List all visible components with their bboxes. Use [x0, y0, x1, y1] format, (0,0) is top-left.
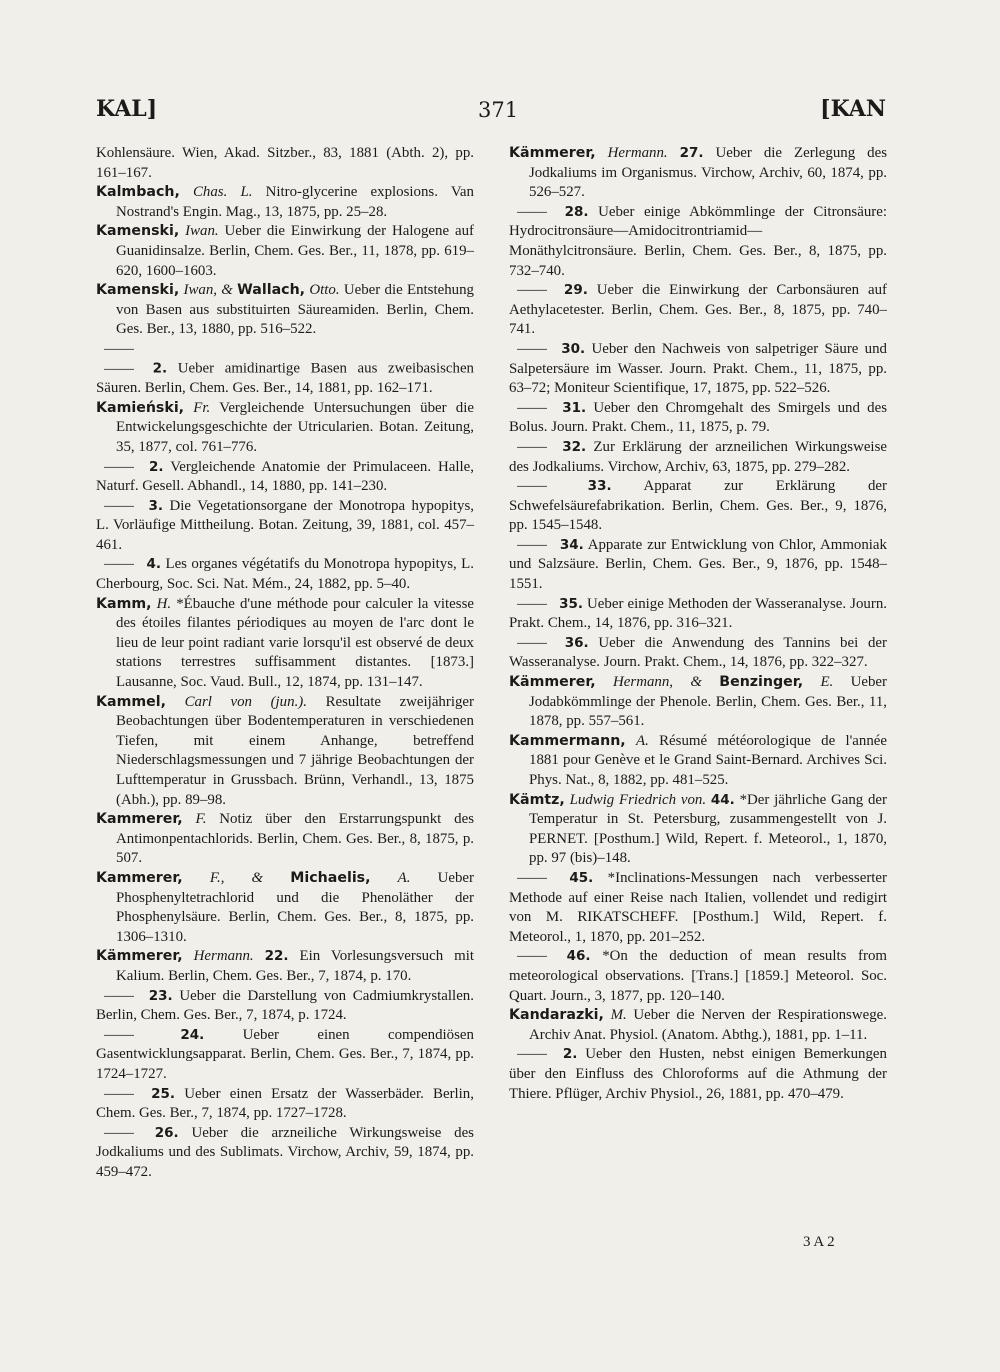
catalogue-entry [96, 1085, 474, 1124]
entry-text: Les organes végétatifs du Monotropa hypopitys, L. Cherbourg, Soc. Sci. Nat. Mém., 24, 1882, pp. 5–40. [96, 556, 474, 593]
catalogue-entry [509, 869, 887, 947]
entry-text: Ueber amidinartige Basen aus zweibasischen Säuren. Berlin, Chem. Ges. Ber., 14, 1881, pp. 162–171. [96, 360, 474, 397]
paper-number: 31. [562, 399, 587, 416]
ditto-dash: —— [104, 458, 134, 475]
ditto-dash: —— [517, 948, 547, 965]
entry-text: Die Vegetationsorgane der Monotropa hypopitys, L. Vorläufige Mittheilung. Botan. Zeitung, 39, 1881, col. 457–461. [96, 497, 474, 553]
paper-number: 35. [559, 595, 583, 612]
ditto-dash: —— [517, 282, 547, 299]
ditto-dash: —— [104, 1124, 134, 1141]
catalogue-entry [509, 595, 887, 634]
entry-text: *On the deduction of mean results from meteorological observations. [Trans.] [1859.] Meteorol. Soc. Quart. Journ., 3, 1877, pp. 120–140. [509, 948, 887, 1004]
catalogue-entry [96, 987, 474, 1026]
paper-number: 2. [148, 458, 164, 475]
ditto-dash: —— [104, 497, 134, 514]
entry-text: *Inclinations-Messungen nach verbesserter Methode auf einer Reise nach Italien, vollendet und redigirt von M. RIKATSCHEFF. [Posthum.] Wild, Repert. f. Meteorol., 1, 1870, pp. 201–252. [509, 869, 887, 945]
author-surname: Kammermann, [509, 732, 626, 749]
ditto-dash: —— [517, 536, 547, 553]
author-surname: Kamm, [96, 595, 152, 612]
entry-text: Ueber die Nerven der Respirationswege. Archiv Anat. Physiol. (Anatom. Abthg.), 1881, pp. 1–11. [529, 1007, 887, 1043]
catalogue-entry [96, 458, 474, 497]
signature-mark: 3 A 2 [803, 1234, 835, 1250]
page-number: 371 [478, 98, 519, 122]
author-forename: A. [636, 732, 649, 749]
entry-text: Ueber Jodabkömmlinge der Phenole. Berlin, Chem. Ges. Ber., 11, 1878, pp. 557–561. [529, 674, 888, 730]
ditto-dash: —— [104, 1085, 134, 1102]
author-forename: Iwan, & [183, 282, 233, 299]
catalogue-entry [96, 869, 474, 947]
author-forename: Ludwig Friedrich von. [569, 791, 707, 808]
catalogue-entry [96, 1124, 474, 1183]
left-column [96, 144, 474, 1182]
paper-number: 28. [564, 203, 589, 220]
paper-number: 26. [154, 1124, 179, 1141]
catalogue-entry [96, 555, 474, 594]
ditto-dash: —— [517, 1046, 547, 1063]
catalogue-entry [509, 203, 887, 281]
author-forename: Carl von (jun.). [184, 693, 307, 710]
entry-text: Ein Vorlesungsversuch mit Kalium. Berlin, Chem. Ges. Ber., 7, 1874, p. 170. [116, 948, 474, 984]
paper-number: 3. [148, 497, 164, 514]
catalogue-entry [509, 732, 887, 791]
paper-number: 2. [562, 1046, 578, 1063]
author-surname: Kamenski, [96, 282, 180, 299]
ditto-dash: —— [104, 987, 134, 1004]
paper-number: 32. [562, 438, 587, 455]
entry-text: Notiz über den Erstarrungspunkt des Antimonpentachlorids. Berlin, Chem. Ges. Ber., 8, 1875, p. 507. [116, 811, 474, 867]
entry-text: Zur Erklärung der arzneilichen Wirkungsweise des Jodkaliums. Virchow, Archiv, 63, 1875, pp. 279–282. [509, 438, 887, 475]
catalogue-entry [96, 399, 474, 458]
ditto-dash: —— [517, 869, 547, 886]
author-surname: Kandarazki, [509, 1007, 604, 1024]
paper-number: 44. [710, 791, 735, 808]
coauthor-surname: Wallach, [237, 282, 306, 299]
author-forename: M. [610, 1007, 627, 1024]
author-forename: Chas. L. [192, 184, 253, 201]
author-forename: F., & [209, 869, 264, 886]
entry-text: Apparate zur Entwicklung von Chlor, Ammoniak und Salzsäure. Berlin, Chem. Ges. Ber., 9, 1876, pp. 1548–1551. [509, 536, 887, 593]
entry-text: Ueber die Zerlegung des Jodkaliums im Organismus. Virchow, Archiv, 60, 1874, pp. 526–527. [529, 145, 887, 201]
entry-text: Nitro-glycerine explosions. Van Nostrand's Engin. Mag., 13, 1875, pp. 25–28. [116, 184, 474, 220]
ditto-dash: —— [104, 556, 134, 573]
catalogue-entry [509, 399, 887, 438]
catalogue-entry [509, 340, 887, 399]
paper-number: 24. [180, 1026, 205, 1043]
author-surname: Kammerer, [96, 811, 183, 828]
ditto-dash: —— [517, 203, 547, 220]
paper-number: 34. [559, 536, 584, 553]
paper-number: 23. [148, 987, 173, 1004]
catalogue-entry [96, 281, 474, 340]
catalogue-entry [96, 810, 474, 869]
entry-text: Resultate zweijähriger Beobachtungen über Bodentemperaturen in verschiedenen Tiefen, mit einem Anhange, betreffend Niederschlagsmessungen und 7 jährige Beobachtungen der Lufttemperatur in Grussbach. Brünn, Verhandl., 13, 1875 (Abh.), pp. 89–98. [116, 693, 474, 808]
catalogue-entry [509, 1006, 887, 1045]
ditto-dash: —— [104, 1026, 134, 1043]
entry-text: Ueber die Einwirkung der Carbonsäuren auf Aethylacetester. Berlin, Chem. Ges. Ber., 8, 1875, pp. 740–741. [509, 282, 887, 338]
catalogue-entry [96, 222, 474, 281]
ditto-dash: —— —— [104, 340, 134, 377]
catalogue-entry [96, 144, 474, 183]
entry-text: Ueber die Entstehung von Basen aus substituirten Säureamiden. Berlin, Chem. Ges. Ber., 13, 1880, pp. 516–522. [116, 282, 474, 338]
author-surname: Kamenski, [96, 223, 180, 240]
coauthor-forename: Otto. [309, 282, 340, 299]
entry-text: Kohlensäure. Wien, Akad. Sitzber., 83, 1881 (Abth. 2), pp. 161–167. [96, 145, 474, 181]
author-surname: Kämtz, [509, 791, 565, 808]
ditto-dash: —— [517, 478, 547, 495]
catalogue-entry [96, 340, 474, 399]
catalogue-entry [509, 634, 887, 673]
entry-text: Ueber einen compendiösen Gasentwicklungsapparat. Berlin, Chem. Ges. Ber., 7, 1874, pp. 1724–1727. [96, 1026, 474, 1082]
catalogue-entry [96, 595, 474, 693]
author-surname: Kämmerer, [509, 674, 596, 691]
author-forename: Hermann. [607, 145, 668, 161]
paper-number: 22. [264, 948, 289, 965]
paper-number: 45. [569, 869, 594, 886]
entry-text: Ueber die Anwendung des Tannins bei der Wasseranalyse. Journ. Prakt. Chem., 14, 1876, pp. 322–327. [509, 634, 887, 671]
coauthor-surname: Michaelis, [290, 869, 371, 886]
paper-number: 4. [146, 556, 161, 573]
right-column [509, 144, 887, 1104]
catalogue-entry [509, 477, 887, 536]
entry-text: Ueber Phosphenyltetrachlorid und die Phenoläther der Phosphenylsäure. Berlin, Chem. Ges. Ber., 8, 1875, pp. 1306–1310. [116, 869, 474, 945]
entry-text: Vergleichende Untersuchungen über die Entwickelungsgeschichte der Utricularien. Botan. Zeitung, 35, 1877, col. 761–776. [116, 399, 474, 455]
catalogue-entry [96, 947, 474, 986]
author-forename: H. [156, 595, 172, 612]
ditto-dash: —— [517, 438, 547, 455]
entry-text: Ueber den Chromgehalt des Smirgels und des Bolus. Journ. Prakt. Chem., 11, 1875, p. 79. [509, 399, 887, 436]
entry-text: Ueber die Darstellung von Cadmiumkrystallen. Berlin, Chem. Ges. Ber., 7, 1874, p. 1724. [96, 987, 474, 1024]
catalogue-entry [96, 693, 474, 811]
catalogue-entry [509, 1045, 887, 1104]
paper-number: 27. [679, 145, 704, 161]
author-forename: F. [195, 811, 207, 828]
catalogue-entry [509, 438, 887, 477]
running-head-right: [KAN [820, 96, 886, 122]
catalogue-entry [509, 144, 887, 203]
entry-text: *Der jährliche Gang der Temperatur in St. Petersburg, zusammengestellt von J. PERNET. [Posthum.] Wild, Repert. f. Meteorol., 1, 1870, pp. 97 (bis)–148. [529, 791, 887, 867]
ditto-dash: —— [517, 634, 547, 651]
catalogue-entry [509, 281, 887, 340]
entry-text: Apparat zur Erklärung der Schwefelsäurefabrikation. Berlin, Chem. Ges. Ber., 9, 1876, pp. 1545–1548. [509, 478, 887, 534]
catalogue-entry [509, 536, 887, 595]
catalogue-entry [509, 947, 887, 1006]
entry-text: Ueber den Nachweis von salpetriger Säure und Salpetersäure im Wasser. Journ. Prakt. Chem., 11, 1875, pp. 63–72; Moniteur Scientifique, 17, 1875, pp. 522–526. [509, 340, 887, 397]
paper-number: 30. [561, 340, 586, 357]
ditto-dash: —— [517, 595, 547, 612]
ditto-dash: —— [517, 399, 547, 416]
entry-text: Ueber einige Abkömmlinge der Citronsäure: Hydrocitronsäure—Amidocitrontriamid—Monäthylcitronsäure. Berlin, Chem. Ges. Ber., 8, 1875, pp. 732–740. [509, 203, 887, 279]
author-surname: Kämmerer, [96, 948, 183, 965]
entry-text: Ueber den Husten, nebst einigen Bemerkungen über den Einfluss des Chloroforms auf die Athmung der Thiere. Pflüger, Archiv Physiol., 26, 1881, pp. 470–479. [509, 1046, 887, 1102]
author-surname: Kamieński, [96, 399, 185, 416]
entry-text: Ueber die Einwirkung der Halogene auf Guanidinsalze. Berlin, Chem. Ges. Ber., 11, 1878, pp. 619–620, 1600–1603. [116, 223, 474, 279]
paper-number: 29. [563, 282, 588, 299]
ditto-dash: —— [517, 340, 547, 357]
running-head-left: KAL] [96, 96, 158, 122]
entry-text: Résumé météorologique de l'année 1881 pour Genève et le Grand Saint-Bernard. Archives Sci. Phys. Nat., 8, 1882, pp. 481–525. [529, 732, 887, 788]
author-surname: Kammerer, [96, 869, 183, 886]
coauthor-forename: E. [820, 674, 834, 691]
paper-number: 25. [151, 1085, 176, 1102]
paper-number: 46. [566, 948, 591, 965]
author-forename: Hermann. [193, 948, 254, 965]
paper-number: 33. [587, 478, 612, 495]
entry-text: Ueber einen Ersatz der Wasserbäder. Berlin, Chem. Ges. Ber., 7, 1874, pp. 1727–1728. [96, 1085, 474, 1122]
coauthor-surname: Benzinger, [719, 674, 804, 691]
paper-number: 2. [152, 360, 168, 377]
author-forename: Hermann, & [613, 674, 702, 691]
author-forename: Fr. [193, 399, 211, 416]
entry-text: Ueber die arzneiliche Wirkungsweise des Jodkaliums und des Sublimats. Virchow, Archiv, 59, 1874, pp. 459–472. [96, 1124, 474, 1180]
author-forename: Iwan. [185, 223, 219, 240]
catalogue-entry [96, 1026, 474, 1085]
author-surname: Kammel, [96, 693, 167, 710]
author-surname: Kämmerer, [509, 145, 596, 161]
catalogue-entry [509, 673, 887, 732]
author-surname: Kalmbach, [96, 184, 180, 201]
catalogue-entry [96, 497, 474, 556]
catalogue-entry [509, 791, 887, 869]
catalogue-entry [96, 183, 474, 222]
paper-number: 36. [564, 634, 589, 651]
entry-text: *Ébauche d'une méthode pour calculer la vitesse des étoiles filantes périodiques au moyen de l'arc dont le lieu de leur point radiant varie lorsqu'il est observé de deux stations terrestres suffisamment distantes. [1873.] Lausanne, Soc. Vaud. Bull., 12, 1874, pp. 131–147. [116, 595, 474, 691]
entry-text: Vergleichende Anatomie der Primulaceen. Halle, Naturf. Gesell. Abhandl., 14, 1880, pp. 141–230. [96, 458, 474, 495]
coauthor-forename: A. [397, 869, 411, 886]
entry-text: Ueber einige Methoden der Wasseranalyse. Journ. Prakt. Chem., 14, 1876, pp. 316–321. [509, 595, 887, 632]
